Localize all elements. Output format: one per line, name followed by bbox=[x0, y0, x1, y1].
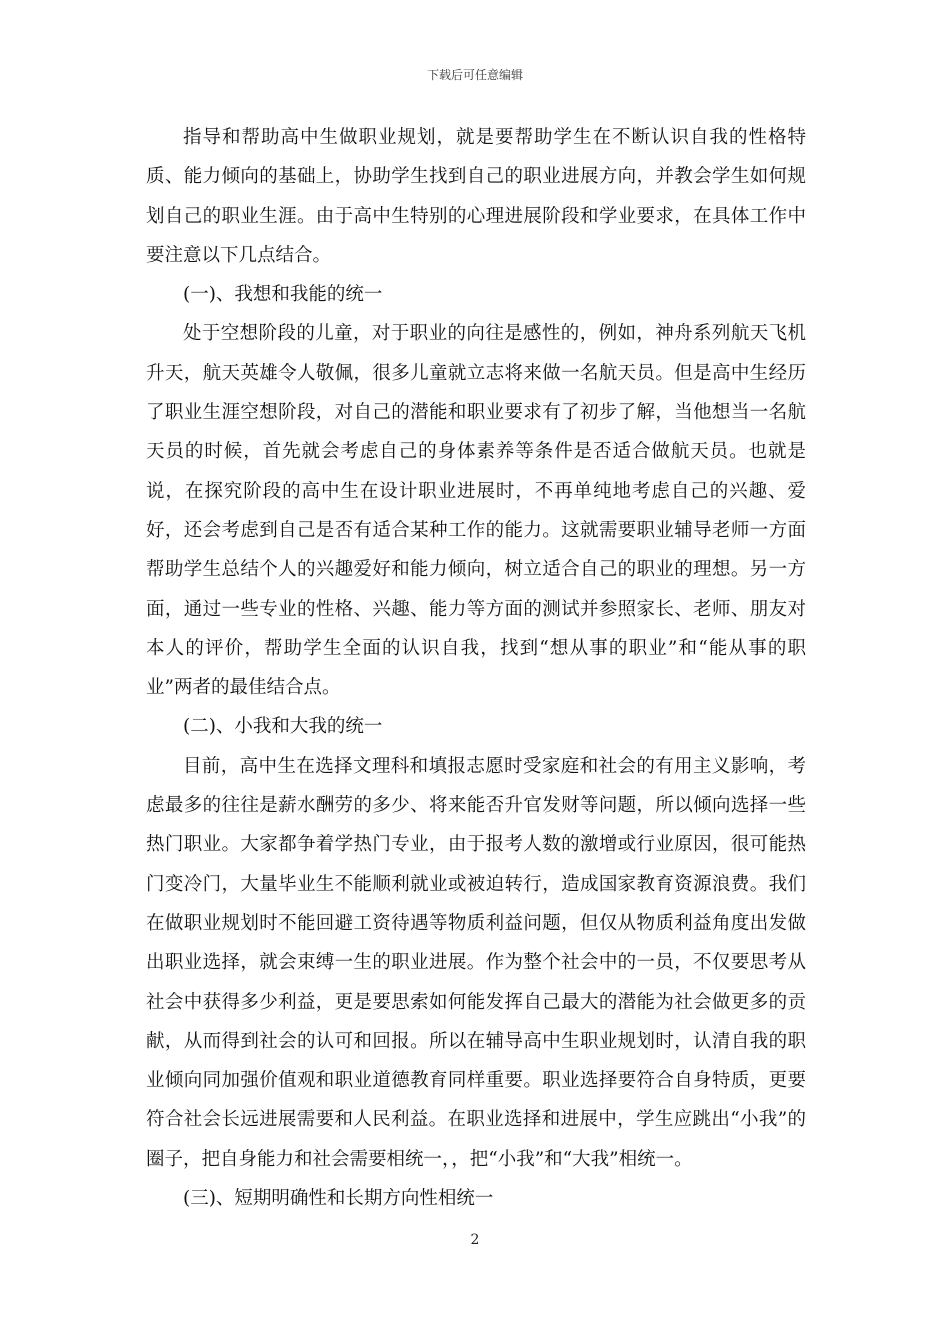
intro-paragraph: 指导和帮助高中生做职业规划，就是要帮助学生在不断认识自我的性格特质、能力倾向的基础上，协助学生找到自己的职业进展方向，并教会学生如何规划自己的职业生涯。由于高中生特别的心理进展阶段和学业要求，在具体工作中要注意以下几点结合。 bbox=[146, 127, 806, 266]
body-text bbox=[146, 118, 806, 1218]
page-header: 下载后可任意编辑 bbox=[426, 68, 523, 82]
page-number: 2 bbox=[470, 1232, 480, 1248]
section-heading-2: (二)、小我和大我的统一 bbox=[183, 716, 383, 738]
section-heading-1: (一)、我想和我能的统一 bbox=[183, 284, 383, 306]
section-1-paragraph: 处于空想阶段的儿童，对于职业的向往是感性的，例如，神舟系列航天飞机升天，航天英雄令人敬佩，很多儿童就立志将来做一名航天员。但是高中生经历了职业生涯空想阶段，对自己的潜能和职业要求有了初步了解，当他想当一名航天员的时候，首先就会考虑自己的身体素养等条件是否适合做航天员。也就是说，在探究阶段的高中生在设计职业进展时，不再单纯地考虑自己的兴趣、爱好，还会考虑到自己是否有适合某种工作的能力。这就需要职业辅导老师一方面帮助学生总结个人的兴趣爱好和能力倾向，树立适合自己的职业的理想。另一方面，通过一些专业的性格、兴趣、能力等方面的测试并参照家长、老师、朋友对本人的评价，帮助学生全面的认识自我，找到“想从事的职业”和“能从事的职业”两者的最佳结合点。 bbox=[146, 323, 806, 699]
section-2-paragraph: 目前，高中生在选择文理科和填报志愿时受家庭和社会的有用主义影响，考虑最多的往往是薪水酬劳的多少、将来能否升官发财等问题，所以倾向选择一些热门职业。大家都争着学热门专业，由于报考人数的激增或行业原因，很可能热门变冷门，大量毕业生不能顺利就业或被迫转行，造成国家教育资源浪费。我们在做职业规划时不能回避工资待遇等物质利益问题，但仅从物质利益角度出发做出职业选择，就会束缚一生的职业进展。作为整个社会中的一员，不仅要思考从社会中获得多少利益，更是要思索如何能发挥自己最大的潜能为社会做更多的贡献，从而得到社会的认可和回报。所以在辅导高中生职业规划时，认清自我的职业倾向同加强价值观和职业道德教育同样重要。职业选择要符合自身特质，更要符合社会长远进展需要和人民利益。在职业选择和进展中，学生应跳出“小我”的圈子，把自身能力和社会需要相统一，，把“小我”和“大我”相统一。 bbox=[146, 755, 806, 1170]
section-heading-3: (三)、短期明确性和长期方向性相统一 bbox=[183, 1188, 494, 1210]
